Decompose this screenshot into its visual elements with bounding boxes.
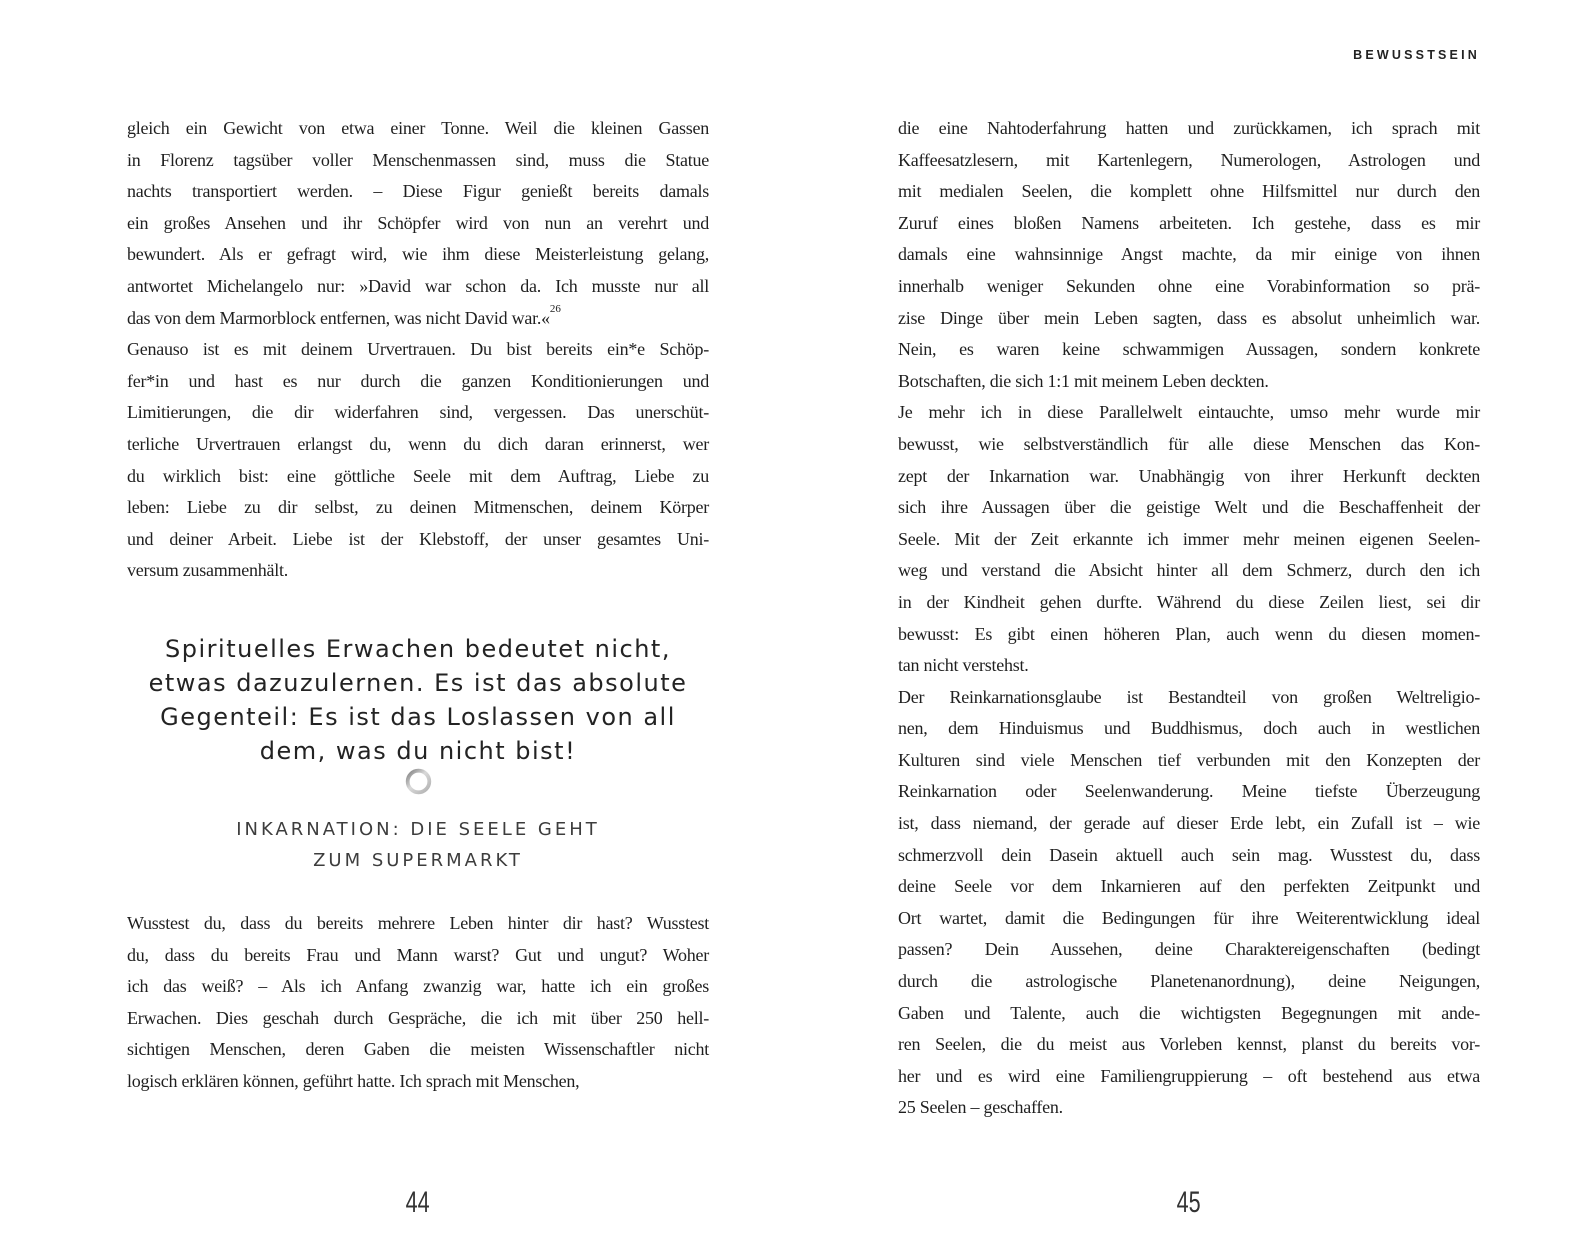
text-line: Nein, es waren keine schwammigen Aussagen, sondern konkrete (898, 339, 1480, 360)
paragraph-reinkarnation (898, 682, 1480, 1124)
text-line: das von dem Marmorblock entfernen, was nicht David war.«$^{26}$ (127, 302, 561, 328)
text-line: und deiner Arbeit. Liebe ist der Klebstoff, der unser gesamtes Uni- (127, 528, 709, 549)
text-line: schmerzvoll dein Dasein aktuell auch sein mag. Wusstest du, dass (898, 844, 1480, 865)
text-line: terliche Urvertrauen erlangst du, wenn du dich daran erinnerst, wer (127, 433, 709, 454)
text-line: Seele. Mit der Zeit erkannte ich immer mehr meinen eigenen Seelen- (898, 528, 1480, 549)
page-number-left (127, 1186, 709, 1220)
text-line: Der Reinkarnationsglaube ist Bestandteil von großen Weltreligio- (898, 686, 1480, 707)
text-line: deine Seele vor dem Inkarnieren auf den perfekten Zeitpunkt und (898, 876, 1480, 897)
text-line: Kulturen sind viele Menschen tief verbunden mit den Konzepten der (898, 749, 1480, 770)
text-line: gleich ein Gewicht von etwa einer Tonne. Weil die kleinen Gassen (127, 118, 709, 138)
text-line: damals eine wahnsinnige Angst machte, da mir einige von ihnen (898, 244, 1480, 265)
page-number-left-value: 44 (405, 1186, 431, 1219)
text-line: du, dass du bereits Frau und Mann warst? Gut und ungut? Woher (127, 944, 709, 965)
text-line: bewusst: Es gibt einen höheren Plan, auch wenn du diesen momen- (898, 623, 1480, 644)
text-line: ZUM SUPERMARKT (313, 850, 523, 871)
pull-quote (127, 632, 709, 768)
text-line: Ort wartet, damit die Bedingungen für ihre Weiterentwicklung ideal (898, 907, 1480, 928)
text-line: nen, dem Hinduismus und Buddhismus, doch auch in westlichen (898, 718, 1480, 739)
text-line: nachts transportiert werden. – Diese Figur genießt bereits damals (127, 181, 709, 202)
text-line: zept der Inkarnation war. Unabhängig von ihrer Herkunft deckten (898, 465, 1480, 486)
text-line: passen? Dein Aussehen, deine Charaktereigenschaften (bedingt (898, 939, 1480, 960)
text-line: antwortet Michelangelo nur: »David war schon da. Ich musste nur all (127, 275, 709, 296)
text-line: versum zusammenhält. (127, 560, 288, 581)
text-line: Wusstest du, dass du bereits mehrere Leben hinter dir hast? Wusstest (127, 913, 709, 933)
text-line: Gaben und Talente, auch die wichtigsten Begegnungen mit ande- (898, 1002, 1480, 1023)
text-line: zise Dinge über mein Leben sagten, dass es absolut unheimlich war. (898, 307, 1480, 328)
footnote-reference: 26 (549, 302, 561, 315)
text-line: du wirklich bist: eine göttliche Seele mit dem Auftrag, Liebe zu (127, 465, 709, 486)
text-line: in der Kindheit gehen durfte. Während du diese Zeilen liest, sei dir (898, 591, 1480, 612)
text-line: ren Seelen, die du meist aus Vorleben kennst, planst du bereits vor- (898, 1034, 1480, 1055)
text-line: bewusst, wie selbstverständlich für alle diese Menschen das Kon- (898, 433, 1480, 454)
right-page-body (898, 113, 1480, 1124)
text-line: Genauso ist es mit deinem Urvertrauen. Du bist bereits ein*e Schöp- (127, 339, 709, 360)
text-line: sich ihre Aussagen über die geistige Welt und die Beschaffenheit der (898, 497, 1480, 518)
text-line: ist, dass niemand, der gerade auf dieser Erde lebt, ein Zufall ist – wie (898, 813, 1480, 834)
text-line: fer*in und hast es nur durch die ganzen Konditionierungen und (127, 370, 709, 391)
text-line: INKARNATION: DIE SEELE GEHT (236, 819, 600, 840)
page-number-right-value: 45 (1176, 1186, 1202, 1219)
text-line: 25 Seelen – geschaffen. (898, 1097, 1063, 1118)
text-line: ein großes Ansehen und ihr Schöpfer wird von nun an verehrt und (127, 212, 709, 233)
text-line: Zuruf eines bloßen Namens arbeiteten. Ich gestehe, dass es mir (898, 212, 1480, 233)
left-page-body (127, 113, 709, 587)
text-line: Kaffeesatzlesern, mit Kartenlegern, Numerologen, Astrologen und (898, 149, 1480, 170)
text-line: Erwachen. Dies geschah durch Gespräche, die ich mit über 250 hell- (127, 1007, 709, 1028)
text-line: mit medialen Seelen, die komplett ohne Hilfsmittel nur durch den (898, 181, 1480, 202)
text-line: etwas dazuzulernen. Es ist das absolute (148, 669, 688, 697)
text-line: tan nicht verstehst. (898, 655, 1029, 676)
section-heading (127, 814, 709, 876)
text-line: Gegenteil: Es ist das Loslassen von all (160, 703, 676, 731)
text-line: durch die astrologische Planetenanordnung), deine Neigungen, (898, 971, 1480, 992)
text-line: leben: Liebe zu dir selbst, zu deinen Mitmenschen, deinem Körper (127, 497, 709, 518)
text-line: ich das weiß? – Als ich Anfang zwanzig war, hatte ich ein großes (127, 976, 709, 997)
text-line: dem, was du nicht bist! (259, 737, 577, 765)
text-line: Je mehr ich in diese Parallelwelt eintauchte, umso mehr wurde mir (898, 402, 1480, 423)
paragraph-wusstest (127, 908, 709, 1098)
paragraph-hellseher (898, 113, 1480, 397)
text-line: innerhalb weniger Sekunden ohne eine Vorabinformation so prä- (898, 275, 1480, 296)
paragraph-urvertrauen (127, 334, 709, 587)
ring-ornament (127, 768, 709, 798)
text-line: weg und verstand die Absicht hinter all dem Schmerz, durch den ich (898, 560, 1480, 581)
text-line: sichtigen Menschen, deren Gaben die meisten Wissenschaftler nicht (127, 1039, 709, 1060)
text-line: bewundert. Als er gefragt wird, wie ihm diese Meisterleistung gelang, (127, 244, 709, 265)
paragraph-parallelwelt (898, 397, 1480, 681)
running-header: BEWUSSTSEIN (1353, 48, 1480, 62)
text-line: logisch erklären können, geführt hatte. Ich sprach mit Menschen, (127, 1070, 580, 1091)
paragraph-michelangelo (127, 113, 709, 334)
page-number-right (898, 1186, 1480, 1220)
text-line: die eine Nahtoderfahrung hatten und zurückkamen, ich sprach mit (898, 118, 1480, 138)
text-line: Botschaften, die sich 1:1 mit meinem Leben deckten. (898, 370, 1269, 391)
text-line: her und es wird eine Familiengruppierung – oft bestehend aus etwa (898, 1065, 1480, 1086)
text-line: in Florenz tagsüber voller Menschenmassen sind, muss die Statue (127, 149, 709, 170)
text-line: Reinkarnation oder Seelenwanderung. Meine tiefste Überzeugung (898, 781, 1480, 802)
text-line: Spirituelles Erwachen bedeutet nicht, (165, 635, 671, 663)
text-line: Limitierungen, die dir widerfahren sind, vergessen. Das unerschüt- (127, 402, 709, 423)
